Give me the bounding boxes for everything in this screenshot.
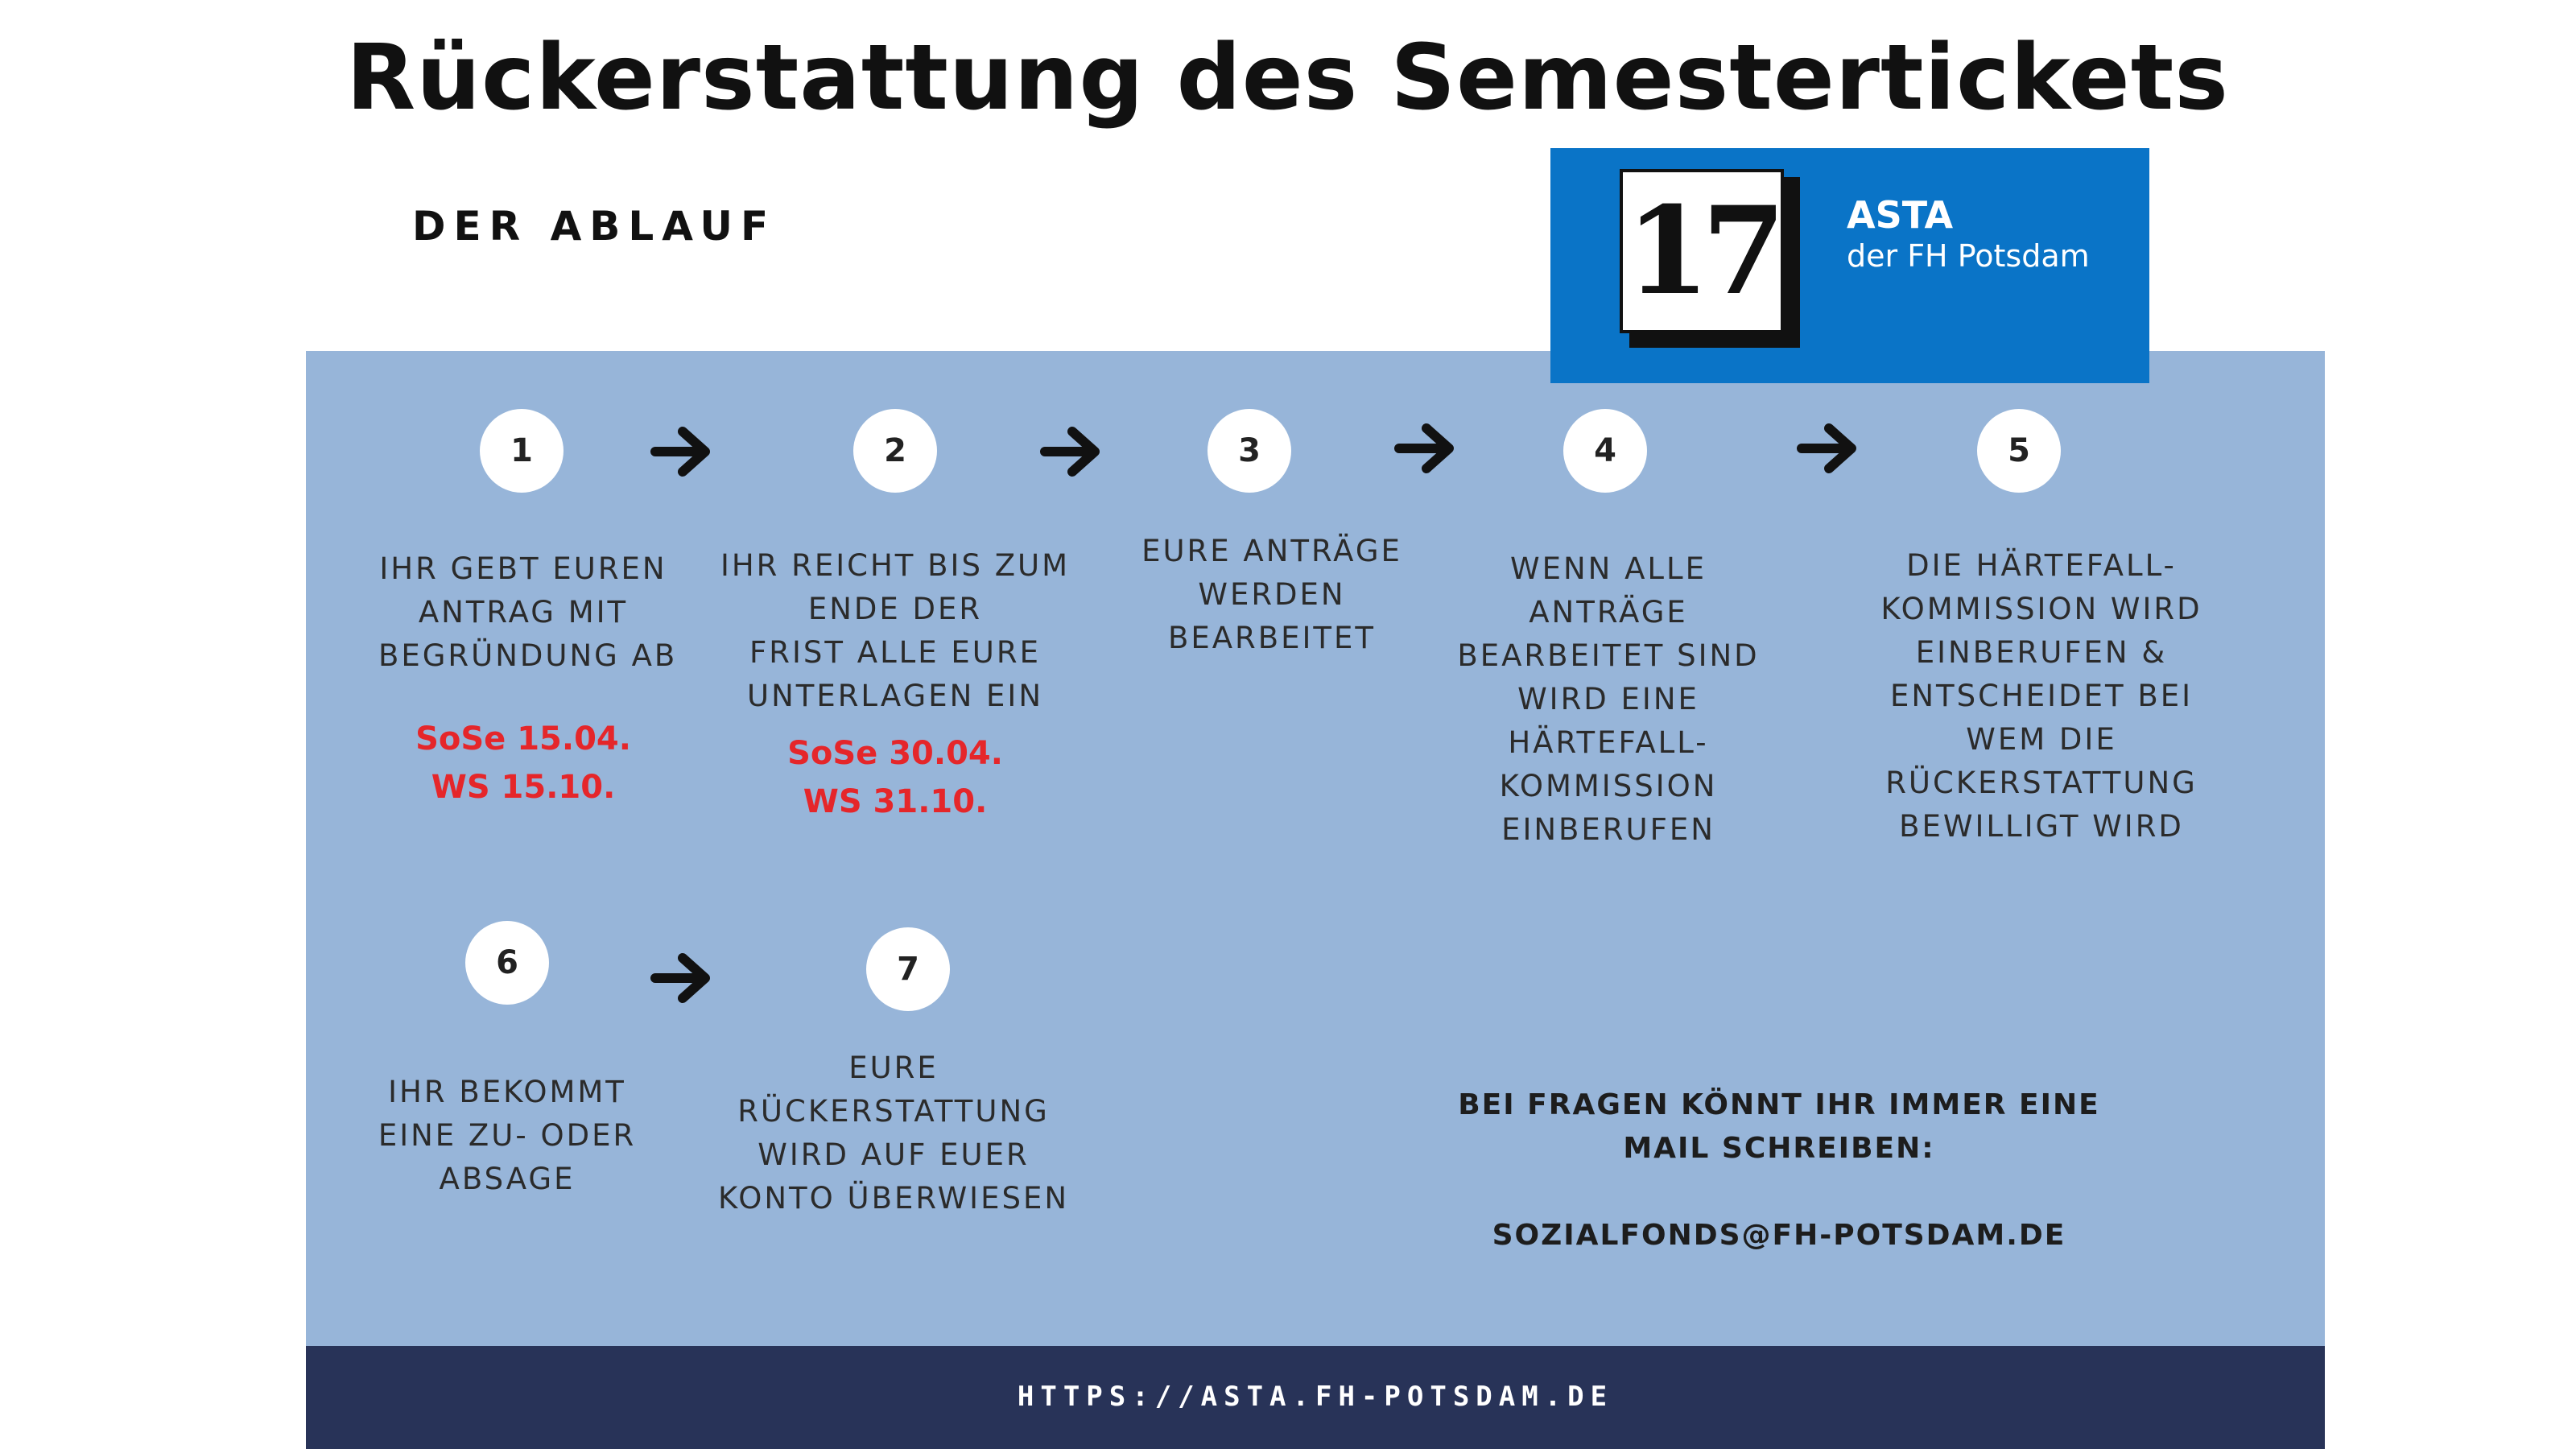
step-1-number-badge: 1 [480,409,564,493]
deadline-winter: WS 15.10. [431,769,616,806]
step-7-line: KONTO ÜBERWIESEN [718,1181,1069,1216]
contact-line: MAIL SCHREIBEN: [1623,1132,1935,1165]
step-7-line: WIRD AUF EUER [758,1137,1030,1172]
step-4-line: KOMMISSION [1499,769,1718,803]
step-1-line: BEGRÜNDUNG AB [378,638,678,673]
page-subtitle: DER ABLAUF [412,203,777,250]
deadline-summer: SoSe 15.04. [415,720,631,758]
step-2-deadline [774,729,1016,826]
footer-url-link[interactable]: HTTPS://ASTA.FH-POTSDAM.DE [1017,1381,1614,1413]
step-1-line: ANTRAG MIT [418,595,629,630]
arrow-right-icon [650,950,715,1006]
step-1-description [378,547,678,678]
step-1-deadline [411,715,636,811]
step-7-line: RÜCKERSTATTUNG [737,1094,1050,1129]
step-4-line: BEARBEITET SIND [1457,638,1760,673]
logo-mark-number: 17 [1625,180,1778,322]
step-4-line: HÄRTEFALL- [1508,725,1709,760]
step-2-line: ENDE DER [807,592,983,626]
step-7-description [712,1046,1075,1220]
step-5-line: RÜCKERSTATTUNG [1885,766,2198,800]
step-6-number-badge: 6 [465,921,549,1005]
deadline-summer: SoSe 30.04. [787,735,1003,772]
step-4-line: ANTRÄGE [1529,595,1688,630]
step-5-line: BEWILLIGT WIRD [1899,809,2184,844]
step-3-number-badge: 3 [1208,409,1291,493]
step-4-line: WIRD EINE [1517,682,1699,716]
process-panel [306,351,2325,1346]
arrow-right-icon [1394,420,1459,477]
step-2-line: FRIST ALLE EURE [749,635,1041,670]
step-2-number-badge: 2 [853,409,937,493]
step-3-line: EURE ANTRÄGE [1141,534,1402,568]
step-6-line: ABSAGE [439,1162,576,1196]
step-5-number-badge: 5 [1977,409,2061,493]
step-5-line: KOMMISSION WIRD [1880,592,2202,626]
step-3-line: BEARBEITET [1167,621,1377,655]
step-6-description [362,1071,652,1201]
step-7-number-badge: 7 [866,927,950,1011]
step-4-line: EINBERUFEN [1501,812,1715,847]
deadline-winter: WS 31.10. [803,783,988,820]
arrow-right-icon [1040,423,1104,480]
step-4-number-badge: 4 [1563,409,1647,493]
logo-subtitle: der FH Potsdam [1847,238,2090,274]
contact-info [1417,1084,2141,1257]
step-5-line: EINBERUFEN & [1915,635,2168,670]
step-5-description [1864,544,2219,848]
contact-line: BEI FRAGEN KÖNNT IHR IMMER EINE [1458,1088,2100,1121]
step-3-description [1135,530,1409,660]
step-4-description [1455,547,1761,852]
arrow-right-icon [1797,420,1861,477]
step-7-line: EURE [848,1051,939,1085]
step-5-line: DIE HÄRTEFALL- [1906,548,2177,583]
step-2-line: UNTERLAGEN EIN [746,679,1044,713]
arrow-right-icon [650,423,715,480]
step-1-line: IHR GEBT EUREN [379,551,667,586]
step-6-line: EINE ZU- ODER [378,1118,637,1153]
contact-email-link[interactable]: SOZIALFONDS@FH-POTSDAM.DE [1492,1219,2066,1252]
step-5-line: ENTSCHEIDET BEI [1890,679,2193,713]
logo-name: ASTA [1847,193,1954,237]
step-3-line: WERDEN [1198,577,1346,612]
step-2-description [714,544,1076,718]
asta-logo [1550,148,2149,383]
step-2-line: IHR REICHT BIS ZUM [720,548,1071,583]
page-title: Rückerstattung des Semestertickets [346,26,2229,130]
step-4-line: WENN ALLE [1510,551,1707,586]
step-5-line: WEM DIE [1966,722,2117,757]
footer-bar [306,1346,2325,1449]
logo-mark [1620,169,1784,333]
step-6-line: IHR BEKOMMT [388,1075,626,1109]
